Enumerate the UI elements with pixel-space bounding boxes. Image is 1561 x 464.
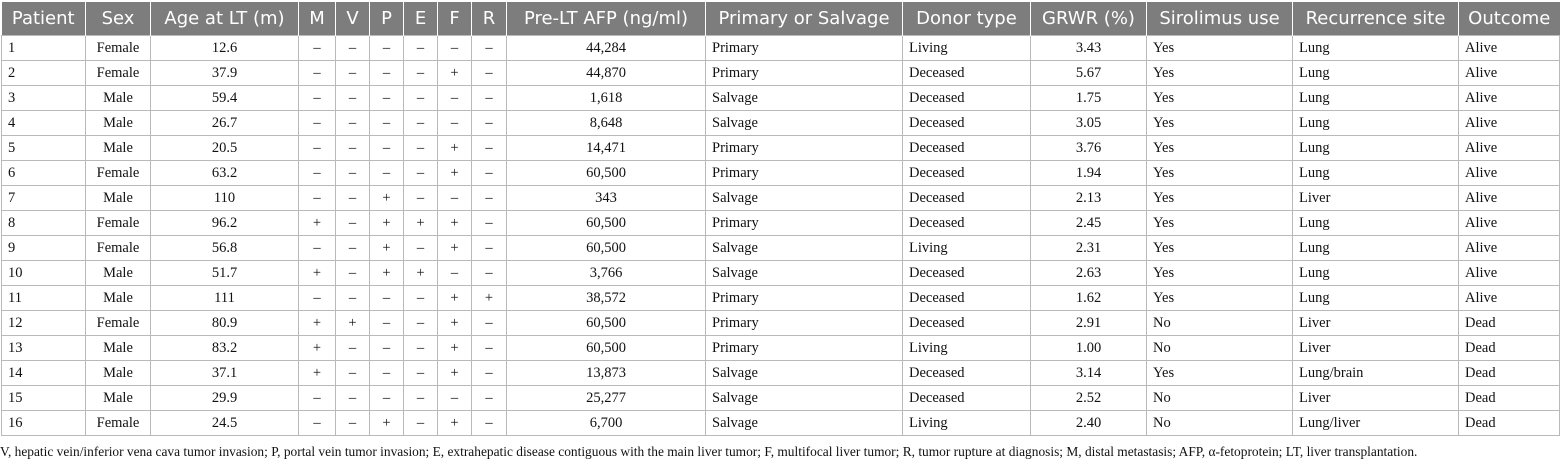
- cell-sirolimus: Yes: [1147, 361, 1293, 386]
- cell-outcome: Alive: [1459, 36, 1560, 61]
- cell-e: –: [404, 286, 438, 311]
- cell-age: 56.8: [151, 236, 299, 261]
- cell-sirolimus: Yes: [1147, 261, 1293, 286]
- cell-sex: Male: [86, 386, 151, 411]
- cell-afp: 60,500: [507, 336, 706, 361]
- cell-grwr: 2.45: [1031, 211, 1147, 236]
- cell-r: –: [472, 61, 507, 86]
- cell-sex: Female: [86, 211, 151, 236]
- cell-sirolimus: Yes: [1147, 236, 1293, 261]
- cell-patient: 12: [2, 311, 86, 336]
- cell-outcome: Alive: [1459, 286, 1560, 311]
- cell-afp: 60,500: [507, 236, 706, 261]
- cell-recurrence-site: Lung: [1293, 136, 1459, 161]
- cell-recurrence-site: Lung: [1293, 86, 1459, 111]
- table-row: [2, 111, 1560, 136]
- cell-age: 96.2: [151, 211, 299, 236]
- cell-donor-type: Deceased: [903, 111, 1031, 136]
- cell-recurrence-site: Liver: [1293, 311, 1459, 336]
- cell-grwr: 2.91: [1031, 311, 1147, 336]
- cell-p: –: [370, 336, 404, 361]
- cell-primary-salvage: Primary: [706, 211, 903, 236]
- cell-e: +: [404, 211, 438, 236]
- cell-f: +: [438, 136, 472, 161]
- cell-m: –: [299, 86, 336, 111]
- table-row: [2, 411, 1560, 436]
- cell-primary-salvage: Primary: [706, 286, 903, 311]
- cell-primary-salvage: Primary: [706, 136, 903, 161]
- cell-f: +: [438, 311, 472, 336]
- cell-p: –: [370, 311, 404, 336]
- cell-outcome: Alive: [1459, 61, 1560, 86]
- cell-grwr: 1.00: [1031, 336, 1147, 361]
- cell-afp: 8,648: [507, 111, 706, 136]
- cell-primary-salvage: Primary: [706, 161, 903, 186]
- cell-outcome: Alive: [1459, 86, 1560, 111]
- cell-m: –: [299, 286, 336, 311]
- cell-afp: 38,572: [507, 286, 706, 311]
- cell-patient: 16: [2, 411, 86, 436]
- cell-sirolimus: No: [1147, 411, 1293, 436]
- cell-r: –: [472, 236, 507, 261]
- cell-outcome: Dead: [1459, 336, 1560, 361]
- column-header-v: V: [336, 2, 370, 36]
- cell-age: 26.7: [151, 111, 299, 136]
- cell-grwr: 1.62: [1031, 286, 1147, 311]
- cell-afp: 25,277: [507, 386, 706, 411]
- cell-primary-salvage: Salvage: [706, 86, 903, 111]
- cell-r: –: [472, 361, 507, 386]
- table-row: [2, 311, 1560, 336]
- cell-p: –: [370, 61, 404, 86]
- cell-donor-type: Deceased: [903, 161, 1031, 186]
- cell-outcome: Dead: [1459, 411, 1560, 436]
- cell-afp: 1,618: [507, 86, 706, 111]
- cell-recurrence-site: Lung: [1293, 36, 1459, 61]
- table-row: [2, 261, 1560, 286]
- cell-age: 63.2: [151, 161, 299, 186]
- cell-recurrence-site: Lung: [1293, 261, 1459, 286]
- cell-m: –: [299, 136, 336, 161]
- cell-v: –: [336, 261, 370, 286]
- cell-r: –: [472, 136, 507, 161]
- table-body: [2, 36, 1560, 436]
- cell-patient: 3: [2, 86, 86, 111]
- table-footnote: V, hepatic vein/inferior vena cava tumor invasion; P, portal vein tumor invasion; E, extrahepatic disease contiguous with the main liver tumor; F, multifocal liver tumor; R, tumor rupture at diagnosis; M, distal metastasis; AFP, α-fetoprotein; LT, liver transplantation.: [0, 444, 1418, 459]
- cell-recurrence-site: Lung: [1293, 61, 1459, 86]
- table-row: [2, 361, 1560, 386]
- cell-patient: 10: [2, 261, 86, 286]
- cell-p: –: [370, 161, 404, 186]
- cell-v: –: [336, 86, 370, 111]
- cell-patient: 11: [2, 286, 86, 311]
- cell-donor-type: Deceased: [903, 386, 1031, 411]
- cell-sirolimus: Yes: [1147, 286, 1293, 311]
- cell-f: –: [438, 386, 472, 411]
- cell-afp: 343: [507, 186, 706, 211]
- cell-outcome: Dead: [1459, 361, 1560, 386]
- cell-sex: Male: [86, 86, 151, 111]
- cell-age: 80.9: [151, 311, 299, 336]
- cell-e: –: [404, 336, 438, 361]
- cell-sirolimus: Yes: [1147, 111, 1293, 136]
- cell-afp: 44,870: [507, 61, 706, 86]
- cell-f: +: [438, 361, 472, 386]
- cell-grwr: 2.52: [1031, 386, 1147, 411]
- cell-donor-type: Living: [903, 411, 1031, 436]
- table-row: [2, 86, 1560, 111]
- cell-sex: Male: [86, 186, 151, 211]
- cell-p: +: [370, 411, 404, 436]
- cell-m: –: [299, 386, 336, 411]
- cell-recurrence-site: Liver: [1293, 336, 1459, 361]
- cell-patient: 5: [2, 136, 86, 161]
- cell-e: –: [404, 361, 438, 386]
- column-header-r: R: [472, 2, 507, 36]
- cell-m: +: [299, 361, 336, 386]
- cell-primary-salvage: Primary: [706, 311, 903, 336]
- cell-m: +: [299, 311, 336, 336]
- cell-grwr: 2.40: [1031, 411, 1147, 436]
- cell-f: –: [438, 111, 472, 136]
- column-header-sex: Sex: [86, 2, 151, 36]
- cell-e: –: [404, 111, 438, 136]
- cell-primary-salvage: Salvage: [706, 361, 903, 386]
- cell-r: –: [472, 36, 507, 61]
- cell-grwr: 3.05: [1031, 111, 1147, 136]
- cell-recurrence-site: Lung: [1293, 161, 1459, 186]
- cell-donor-type: Deceased: [903, 286, 1031, 311]
- cell-v: –: [336, 286, 370, 311]
- table-row: [2, 161, 1560, 186]
- cell-grwr: 3.14: [1031, 361, 1147, 386]
- cell-r: –: [472, 211, 507, 236]
- cell-sirolimus: Yes: [1147, 36, 1293, 61]
- cell-primary-salvage: Salvage: [706, 186, 903, 211]
- cell-v: –: [336, 111, 370, 136]
- cell-donor-type: Deceased: [903, 311, 1031, 336]
- cell-primary-salvage: Salvage: [706, 411, 903, 436]
- cell-p: –: [370, 386, 404, 411]
- cell-v: –: [336, 161, 370, 186]
- table-row: [2, 336, 1560, 361]
- cell-donor-type: Deceased: [903, 61, 1031, 86]
- cell-afp: 60,500: [507, 311, 706, 336]
- column-header-m: M: [299, 2, 336, 36]
- cell-patient: 4: [2, 111, 86, 136]
- cell-patient: 7: [2, 186, 86, 211]
- cell-age: 110: [151, 186, 299, 211]
- cell-primary-salvage: Primary: [706, 36, 903, 61]
- cell-sex: Male: [86, 286, 151, 311]
- cell-patient: 6: [2, 161, 86, 186]
- cell-p: –: [370, 286, 404, 311]
- cell-outcome: Alive: [1459, 211, 1560, 236]
- cell-r: –: [472, 411, 507, 436]
- column-header-afp: Pre-LT AFP (ng/ml): [507, 2, 706, 36]
- column-header-outcome: Outcome: [1459, 2, 1560, 36]
- cell-sirolimus: Yes: [1147, 186, 1293, 211]
- cell-f: –: [438, 86, 472, 111]
- cell-p: +: [370, 211, 404, 236]
- cell-f: +: [438, 336, 472, 361]
- column-header-p: P: [370, 2, 404, 36]
- cell-sirolimus: Yes: [1147, 211, 1293, 236]
- cell-e: –: [404, 36, 438, 61]
- cell-age: 12.6: [151, 36, 299, 61]
- cell-f: +: [438, 286, 472, 311]
- cell-outcome: Alive: [1459, 261, 1560, 286]
- patients-table: [1, 2, 1560, 436]
- cell-age: 59.4: [151, 86, 299, 111]
- cell-grwr: 2.31: [1031, 236, 1147, 261]
- cell-grwr: 1.75: [1031, 86, 1147, 111]
- cell-age: 51.7: [151, 261, 299, 286]
- cell-sex: Female: [86, 161, 151, 186]
- cell-f: –: [438, 186, 472, 211]
- cell-v: –: [336, 236, 370, 261]
- column-header-e: E: [404, 2, 438, 36]
- cell-f: +: [438, 161, 472, 186]
- cell-r: –: [472, 186, 507, 211]
- cell-sirolimus: No: [1147, 336, 1293, 361]
- column-header-patient: Patient: [2, 2, 86, 36]
- cell-grwr: 5.67: [1031, 61, 1147, 86]
- column-header-primary-salvage: Primary or Salvage: [706, 2, 903, 36]
- cell-primary-salvage: Primary: [706, 61, 903, 86]
- cell-sirolimus: Yes: [1147, 161, 1293, 186]
- cell-sirolimus: Yes: [1147, 136, 1293, 161]
- cell-m: –: [299, 236, 336, 261]
- cell-afp: 3,766: [507, 261, 706, 286]
- cell-e: +: [404, 261, 438, 286]
- table-row: [2, 236, 1560, 261]
- cell-e: –: [404, 136, 438, 161]
- cell-outcome: Alive: [1459, 136, 1560, 161]
- cell-r: –: [472, 261, 507, 286]
- cell-donor-type: Living: [903, 36, 1031, 61]
- cell-age: 29.9: [151, 386, 299, 411]
- cell-age: 20.5: [151, 136, 299, 161]
- table-row: [2, 211, 1560, 236]
- cell-primary-salvage: Primary: [706, 336, 903, 361]
- cell-v: +: [336, 311, 370, 336]
- cell-recurrence-site: Liver: [1293, 186, 1459, 211]
- cell-p: –: [370, 361, 404, 386]
- cell-primary-salvage: Salvage: [706, 236, 903, 261]
- cell-patient: 2: [2, 61, 86, 86]
- cell-sex: Male: [86, 361, 151, 386]
- cell-v: –: [336, 386, 370, 411]
- table-row: [2, 36, 1560, 61]
- table-row: [2, 136, 1560, 161]
- cell-f: –: [438, 36, 472, 61]
- cell-age: 111: [151, 286, 299, 311]
- cell-r: –: [472, 336, 507, 361]
- cell-donor-type: Deceased: [903, 136, 1031, 161]
- cell-recurrence-site: Lung/liver: [1293, 411, 1459, 436]
- cell-outcome: Alive: [1459, 161, 1560, 186]
- cell-afp: 6,700: [507, 411, 706, 436]
- table-header-row: [2, 2, 1560, 36]
- cell-v: –: [336, 361, 370, 386]
- cell-recurrence-site: Lung: [1293, 211, 1459, 236]
- cell-p: +: [370, 236, 404, 261]
- cell-outcome: Alive: [1459, 186, 1560, 211]
- cell-m: –: [299, 111, 336, 136]
- cell-afp: 60,500: [507, 161, 706, 186]
- cell-p: –: [370, 86, 404, 111]
- cell-p: +: [370, 261, 404, 286]
- cell-v: –: [336, 411, 370, 436]
- cell-donor-type: Deceased: [903, 186, 1031, 211]
- cell-grwr: 2.13: [1031, 186, 1147, 211]
- cell-p: –: [370, 111, 404, 136]
- cell-m: –: [299, 161, 336, 186]
- cell-r: –: [472, 161, 507, 186]
- column-header-sirolimus: Sirolimus use: [1147, 2, 1293, 36]
- table-row: [2, 386, 1560, 411]
- cell-age: 37.9: [151, 61, 299, 86]
- cell-recurrence-site: Lung: [1293, 111, 1459, 136]
- cell-sirolimus: Yes: [1147, 86, 1293, 111]
- cell-patient: 9: [2, 236, 86, 261]
- cell-sex: Male: [86, 261, 151, 286]
- cell-e: –: [404, 411, 438, 436]
- cell-r: +: [472, 286, 507, 311]
- cell-f: –: [438, 261, 472, 286]
- cell-outcome: Alive: [1459, 236, 1560, 261]
- cell-m: –: [299, 411, 336, 436]
- cell-age: 83.2: [151, 336, 299, 361]
- cell-outcome: Alive: [1459, 111, 1560, 136]
- cell-grwr: 3.43: [1031, 36, 1147, 61]
- cell-patient: 1: [2, 36, 86, 61]
- cell-v: –: [336, 336, 370, 361]
- cell-p: +: [370, 186, 404, 211]
- column-header-grwr: GRWR (%): [1031, 2, 1147, 36]
- cell-f: +: [438, 411, 472, 436]
- cell-v: –: [336, 61, 370, 86]
- cell-sex: Male: [86, 136, 151, 161]
- column-header-donor-type: Donor type: [903, 2, 1031, 36]
- cell-patient: 8: [2, 211, 86, 236]
- cell-e: –: [404, 186, 438, 211]
- cell-r: –: [472, 311, 507, 336]
- cell-m: –: [299, 186, 336, 211]
- table-row: [2, 286, 1560, 311]
- cell-e: –: [404, 86, 438, 111]
- cell-primary-salvage: Salvage: [706, 261, 903, 286]
- cell-sex: Male: [86, 336, 151, 361]
- cell-recurrence-site: Lung/brain: [1293, 361, 1459, 386]
- cell-age: 37.1: [151, 361, 299, 386]
- cell-donor-type: Deceased: [903, 86, 1031, 111]
- cell-donor-type: Living: [903, 236, 1031, 261]
- cell-e: –: [404, 236, 438, 261]
- cell-patient: 14: [2, 361, 86, 386]
- cell-sex: Female: [86, 36, 151, 61]
- cell-grwr: 2.63: [1031, 261, 1147, 286]
- cell-sirolimus: Yes: [1147, 61, 1293, 86]
- cell-m: +: [299, 336, 336, 361]
- cell-recurrence-site: Liver: [1293, 386, 1459, 411]
- cell-recurrence-site: Lung: [1293, 286, 1459, 311]
- cell-grwr: 3.76: [1031, 136, 1147, 161]
- cell-outcome: Dead: [1459, 311, 1560, 336]
- cell-v: –: [336, 36, 370, 61]
- cell-outcome: Dead: [1459, 386, 1560, 411]
- cell-grwr: 1.94: [1031, 161, 1147, 186]
- cell-donor-type: Deceased: [903, 361, 1031, 386]
- cell-r: –: [472, 386, 507, 411]
- cell-p: –: [370, 136, 404, 161]
- cell-m: –: [299, 36, 336, 61]
- column-header-age: Age at LT (m): [151, 2, 299, 36]
- cell-m: +: [299, 211, 336, 236]
- cell-sirolimus: No: [1147, 311, 1293, 336]
- cell-sex: Female: [86, 236, 151, 261]
- cell-sex: Female: [86, 411, 151, 436]
- cell-r: –: [472, 111, 507, 136]
- cell-m: +: [299, 261, 336, 286]
- cell-e: –: [404, 61, 438, 86]
- cell-afp: 44,284: [507, 36, 706, 61]
- cell-recurrence-site: Lung: [1293, 236, 1459, 261]
- cell-donor-type: Deceased: [903, 211, 1031, 236]
- column-header-recurrence-site: Recurrence site: [1293, 2, 1459, 36]
- cell-afp: 13,873: [507, 361, 706, 386]
- cell-e: –: [404, 161, 438, 186]
- cell-sirolimus: No: [1147, 386, 1293, 411]
- cell-primary-salvage: Salvage: [706, 111, 903, 136]
- cell-patient: 15: [2, 386, 86, 411]
- table-row: [2, 61, 1560, 86]
- column-header-f: F: [438, 2, 472, 36]
- table-row: [2, 186, 1560, 211]
- cell-sex: Female: [86, 311, 151, 336]
- cell-f: +: [438, 211, 472, 236]
- cell-e: –: [404, 311, 438, 336]
- cell-patient: 13: [2, 336, 86, 361]
- cell-primary-salvage: Salvage: [706, 386, 903, 411]
- cell-m: –: [299, 61, 336, 86]
- cell-sex: Female: [86, 61, 151, 86]
- cell-afp: 14,471: [507, 136, 706, 161]
- cell-v: –: [336, 186, 370, 211]
- cell-donor-type: Living: [903, 336, 1031, 361]
- cell-v: –: [336, 211, 370, 236]
- cell-v: –: [336, 136, 370, 161]
- cell-donor-type: Deceased: [903, 261, 1031, 286]
- cell-f: +: [438, 236, 472, 261]
- cell-p: –: [370, 36, 404, 61]
- cell-f: +: [438, 61, 472, 86]
- cell-r: –: [472, 86, 507, 111]
- cell-sex: Male: [86, 111, 151, 136]
- cell-afp: 60,500: [507, 211, 706, 236]
- cell-e: –: [404, 386, 438, 411]
- cell-age: 24.5: [151, 411, 299, 436]
